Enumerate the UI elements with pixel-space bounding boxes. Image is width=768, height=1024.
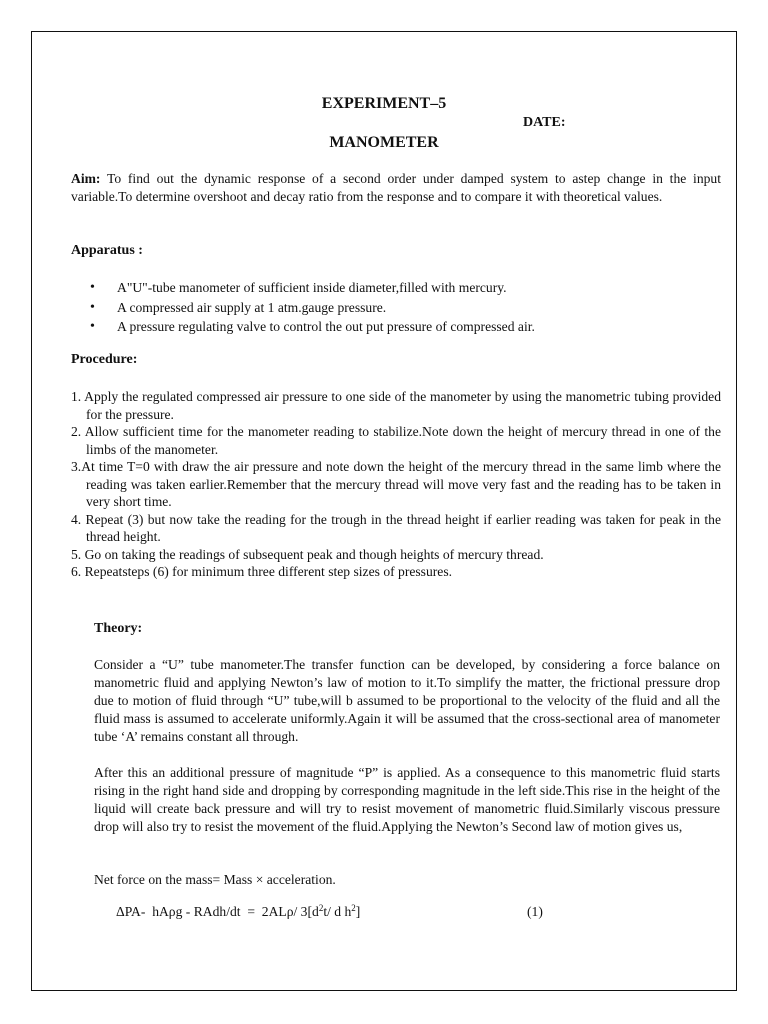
experiment-title: EXPERIMENT–5 bbox=[321, 95, 447, 112]
equation-superscript: 2 bbox=[351, 903, 356, 913]
procedure-heading: Procedure: bbox=[71, 352, 138, 367]
equation-lhs: ΔPA- hAρg - RAdh/dt = 2ALρ/ 3[d bbox=[116, 904, 319, 919]
net-force-statement: Net force on the mass= Mass × acceleration. bbox=[94, 872, 336, 887]
list-item: • A"U"-tube manometer of sufficient inside diameter,filled with mercury. bbox=[90, 278, 720, 298]
procedure-step: 4. Repeat (3) but now take the reading for the trough in the thread height if earlier reading was taken for peak in the thread height. bbox=[71, 511, 721, 544]
apparatus-heading: Apparatus : bbox=[71, 243, 143, 258]
theory-heading: Theory: bbox=[94, 621, 143, 636]
procedure-steps bbox=[71, 388, 721, 581]
procedure-step: 3.At time T=0 with draw the air pressure and note down the height of the mercury thread in the same limb where the reading was taken earlier.Remember that the mercury thread will move very fast and the reading has to be taken in very short time. bbox=[71, 459, 721, 509]
procedure-step: 2. Allow sufficient time for the manometer reading to stabilize.Note down the height of mercury thread in one of the limbs of the manometer. bbox=[71, 424, 721, 457]
aim-paragraph bbox=[71, 170, 721, 206]
equation-1 bbox=[116, 904, 360, 920]
date-label: DATE: bbox=[523, 115, 566, 130]
list-item: • A pressure regulating valve to control the out put pressure of compressed air. bbox=[90, 317, 720, 337]
apparatus-list bbox=[90, 278, 720, 337]
theory-paragraph-2: After this an additional pressure of magnitude “P” is applied. As a consequence to this manometric fluid starts rising in the right hand side and dropping by corresponding magnitude in the left side.This rise in the height of the liquid will create back pressure and will try to resist movement of manometric fluid.Similarly viscous pressure drop will also try to resist the movement of the fluid.Applying the Newton’s Second law of motion gives us, bbox=[94, 765, 720, 834]
page-title: MANOMETER bbox=[329, 134, 439, 151]
equation-mid: t/ d h bbox=[323, 904, 352, 919]
procedure-step: 1. Apply the regulated compressed air pressure to one side of the manometer by using the manometric tubing provided for the pressure. bbox=[71, 389, 721, 422]
list-item: • A compressed air supply at 1 atm.gauge pressure. bbox=[90, 298, 720, 318]
equation-end: ] bbox=[355, 904, 361, 919]
aim-label: Aim: bbox=[71, 171, 101, 186]
theory-paragraph-1: Consider a “U” tube manometer.The transfer function can be developed, by considering a force balance on manometric fluid and applying Newton’s law of motion to it.To simplify the matter, the frictional pressure drop due to motion of fluid through “U” tube,will b assumed to be proportional to the velocity of the fluid and all the fluid mass is assumed to accelerate uniformly.Again it will be assumed that the cross-sectional area of manometer tube ‘A’ remains constant all through. bbox=[94, 657, 720, 744]
procedure-step: 6. Repeatsteps (6) for minimum three different step sizes of pressures. bbox=[71, 564, 453, 579]
equation-superscript: 2 bbox=[318, 903, 324, 913]
procedure-step: 5. Go on taking the readings of subsequent peak and though heights of mercury thread. bbox=[71, 546, 544, 562]
equation-number: (1) bbox=[527, 904, 543, 919]
aim-text: To find out the dynamic response of a second order under damped system to astep change in the input variable.To determine overshoot and decay ratio from the response and to compare it with theoretical values. bbox=[71, 171, 721, 204]
